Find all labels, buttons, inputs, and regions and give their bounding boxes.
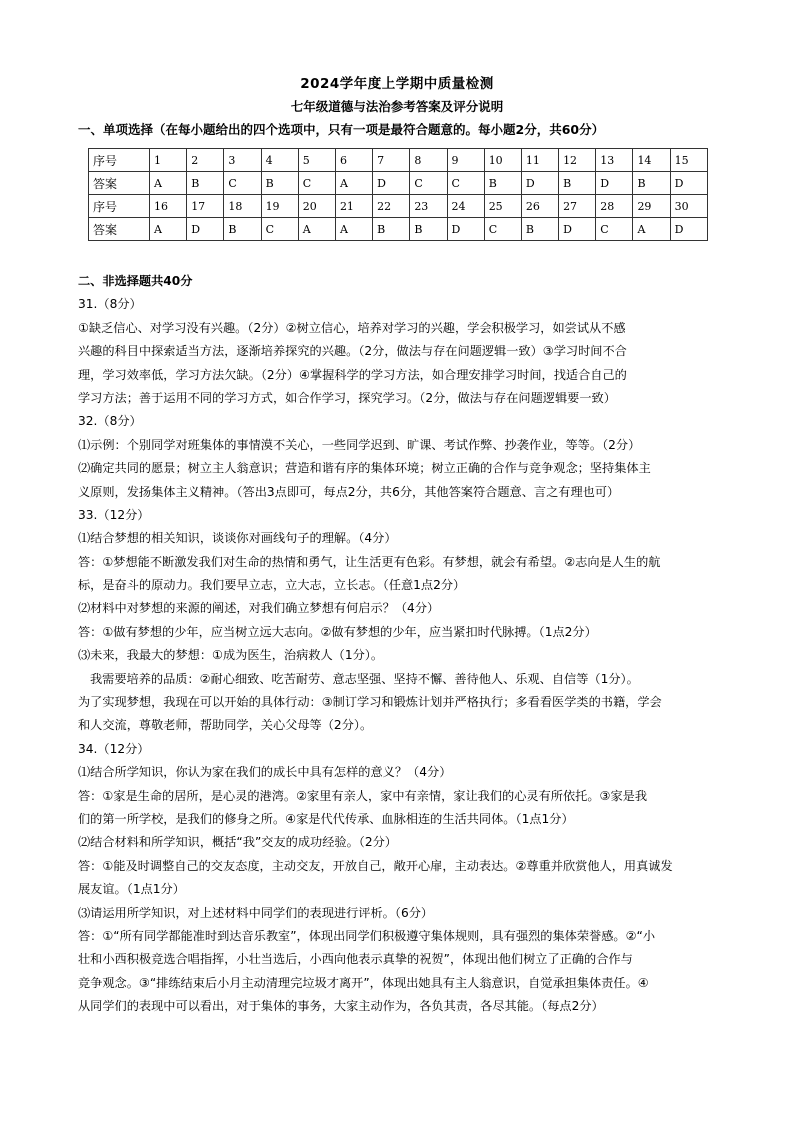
answer-line: 义原则，发扬集体主义精神。（答出3点即可，每点2分，共6分，其他答案符合题意、言之有理也可） xyxy=(78,484,620,499)
answer-cell: D xyxy=(670,218,707,241)
question-number-cell: 22 xyxy=(373,195,410,218)
question-number-cell: 17 xyxy=(187,195,224,218)
answer-cell: C xyxy=(484,218,521,241)
answer-line: 和人交流，尊敬老师，帮助同学，关心父母等（2分）。 xyxy=(78,718,373,733)
answer-line: ①缺乏信心、对学习没有兴趣。（2分）②树立信心，培养对学习的兴趣，学会积极学习，如尝试从不感 xyxy=(78,320,626,335)
answer-cell: D xyxy=(447,218,484,241)
answer-cell: A xyxy=(298,218,335,241)
answer-line: 34.（12分） xyxy=(78,741,150,756)
answer-cell: B xyxy=(484,172,521,195)
question-number-cell: 8 xyxy=(410,149,447,172)
table-row-numbers-1 xyxy=(89,149,708,172)
answer-line: 我需要培养的品质：②耐心细致、吃苦耐劳、意志坚强、坚持不懈、善待他人、乐观、自信等（1分）。 xyxy=(90,671,639,686)
answer-cell: D xyxy=(187,218,224,241)
question-number-cell: 15 xyxy=(670,149,707,172)
answer-line: ⑴结合所学知识，你认为家在我们的成长中具有怎样的意义？（4分） xyxy=(78,765,452,780)
row-label: 序号 xyxy=(89,149,150,172)
question-number-cell: 27 xyxy=(559,195,596,218)
section1-heading: 一、单项选择（在每小题给出的四个选项中，只有一项是最符合题意的。每小题2分，共60分） xyxy=(78,122,605,137)
answer-line: ⑵材料中对梦想的来源的阐述，对我们确立梦想有何启示？（4分） xyxy=(78,601,440,616)
answer-line: 从同学们的表现中可以看出，对于集体的事务，大家主动作为，各负其责，各尽其能。（每点2分） xyxy=(78,999,604,1014)
answer-cell: B xyxy=(410,218,447,241)
table-row-numbers-2 xyxy=(89,195,708,218)
answer-cell: B xyxy=(373,218,410,241)
answer-line: 答：①家是生命的居所，是心灵的港湾。②家里有亲人，家中有亲情，家让我们的心灵有所依托。③家是我 xyxy=(78,788,648,803)
question-number-cell: 24 xyxy=(447,195,484,218)
question-number-cell: 26 xyxy=(521,195,558,218)
answer-line: 兴趣的科目中探索适当方法，逐渐培养探究的兴趣。（2分，做法与存在问题逻辑一致）③学习时间不合 xyxy=(78,344,627,359)
answer-cell: D xyxy=(521,172,558,195)
question-number-cell: 16 xyxy=(150,195,187,218)
question-number-cell: 23 xyxy=(410,195,447,218)
question-number-cell: 5 xyxy=(298,149,335,172)
answer-cell: A xyxy=(335,218,372,241)
row-label: 答案 xyxy=(89,172,150,195)
answer-cell: D xyxy=(596,172,633,195)
answer-cell: B xyxy=(261,172,298,195)
answer-cell: B xyxy=(224,218,261,241)
answer-line: 理，学习效率低，学习方法欠缺。（2分）④掌握科学的学习方法，如合理安排学习时间，找适合自己的 xyxy=(78,367,627,382)
question-number-cell: 9 xyxy=(447,149,484,172)
answer-cell: B xyxy=(521,218,558,241)
answer-cell: B xyxy=(187,172,224,195)
answer-line: 答：①梦想能不断激发我们对生命的热情和勇气，让生活更有色彩。有梦想，就会有希望。②志向是人生的航 xyxy=(78,554,661,569)
question-number-cell: 2 xyxy=(187,149,224,172)
answer-line: ⑶未来，我最大的梦想：①成为医生，治病救人（1分）。 xyxy=(78,648,384,663)
answer-line: 们的第一所学校，是我们的修身之所。④家是代代传承、血脉相连的生活共同体。（1点1分） xyxy=(78,811,574,826)
question-number-cell: 20 xyxy=(298,195,335,218)
answer-cell: D xyxy=(670,172,707,195)
answer-line: 答：①“所有同学都能准时到达音乐教室”，体现出同学们积极遵守集体规则，具有强烈的集体荣誉感。②“小 xyxy=(78,928,656,943)
answer-line: 33.（12分） xyxy=(78,507,150,522)
question-number-cell: 3 xyxy=(224,149,261,172)
question-number-cell: 11 xyxy=(521,149,558,172)
question-number-cell: 10 xyxy=(484,149,521,172)
section2-heading: 二、非选择题共40分 xyxy=(78,274,193,288)
answer-cell: D xyxy=(373,172,410,195)
answer-cell: C xyxy=(447,172,484,195)
answer-cell: A xyxy=(335,172,372,195)
answer-cell: C xyxy=(410,172,447,195)
question-number-cell: 7 xyxy=(373,149,410,172)
row-label: 序号 xyxy=(89,195,150,218)
question-number-cell: 6 xyxy=(335,149,372,172)
answer-cell: A xyxy=(150,172,187,195)
page-subtitle: 七年级道德与法治参考答案及评分说明 xyxy=(290,99,504,114)
answer-line: 答：①能及时调整自己的交友态度，主动交友，开放自己，敞开心扉，主动表达。②尊重并欣赏他人，用真诚发 xyxy=(78,858,673,873)
answer-line: 学习方法；善于运用不同的学习方式，如合作学习，探究学习。（2分，做法与存在问题逻辑要一致） xyxy=(78,390,616,405)
answer-line: ⑵结合材料和所学知识，概括“我”交友的成功经验。（2分） xyxy=(78,835,397,850)
answer-cell: C xyxy=(261,218,298,241)
question-number-cell: 29 xyxy=(633,195,670,218)
table-row-answers-1 xyxy=(89,172,708,195)
page-title: 2024学年度上学期中质量检测 xyxy=(300,76,494,92)
answer-line: 32.（8分） xyxy=(78,414,142,429)
answer-cell: C xyxy=(224,172,261,195)
answer-line: ⑴示例：个别同学对班集体的事情漠不关心，一些同学迟到、旷课、考试作弊、抄袭作业，等等。（2分） xyxy=(78,437,641,452)
answer-cell: D xyxy=(559,218,596,241)
question-number-cell: 14 xyxy=(633,149,670,172)
answer-line: 为了实现梦想，我现在可以开始的具体行动：③制订学习和锻炼计划并严格执行；多看看医学类的书籍，学会 xyxy=(78,695,662,710)
answer-line: ⑶请运用所学知识，对上述材料中同学们的表现进行评析。（6分） xyxy=(78,905,434,920)
question-number-cell: 28 xyxy=(596,195,633,218)
answer-line: 展友谊。（1点1分） xyxy=(78,882,185,897)
answer-line: ⑴结合梦想的相关知识，谈谈你对画线句子的理解。（4分） xyxy=(78,531,397,546)
answer-cell: C xyxy=(596,218,633,241)
answer-cell: B xyxy=(559,172,596,195)
answer-line: ⑵确定共同的愿景；树立主人翁意识；营造和谐有序的集体环境；树立正确的合作与竞争观念；坚持集体主 xyxy=(78,461,651,476)
question-number-cell: 19 xyxy=(261,195,298,218)
question-number-cell: 12 xyxy=(559,149,596,172)
answer-line: 答：①做有梦想的少年，应当树立远大志向。②做有梦想的少年，应当紧扣时代脉搏。（1点2分） xyxy=(78,624,597,639)
answer-cell: C xyxy=(298,172,335,195)
row-label: 答案 xyxy=(89,218,150,241)
answer-cell: B xyxy=(633,172,670,195)
question-number-cell: 18 xyxy=(224,195,261,218)
question-number-cell: 30 xyxy=(670,195,707,218)
answer-cell: A xyxy=(150,218,187,241)
section2-content xyxy=(78,270,718,1019)
question-number-cell: 25 xyxy=(484,195,521,218)
question-number-cell: 13 xyxy=(596,149,633,172)
question-number-cell: 4 xyxy=(261,149,298,172)
table-row-answers-2 xyxy=(89,218,708,241)
question-number-cell: 1 xyxy=(150,149,187,172)
answer-line: 31.（8分） xyxy=(78,297,142,312)
answer-table xyxy=(88,148,708,241)
question-number-cell: 21 xyxy=(335,195,372,218)
answer-cell: A xyxy=(633,218,670,241)
answer-line: 竞争观念。③“排练结束后小月主动清理完垃圾才离开”，体现出她具有主人翁意识，自觉承担集体责任。④ xyxy=(78,975,649,990)
answer-line: 标，是奋斗的原动力。我们要早立志，立大志，立长志。（任意1点2分） xyxy=(78,578,466,593)
answer-line: 壮和小西积极竞选合唱指挥，小壮当选后，小西向他表示真挚的祝贺”，体现出他们树立了正确的合作与 xyxy=(78,952,633,967)
